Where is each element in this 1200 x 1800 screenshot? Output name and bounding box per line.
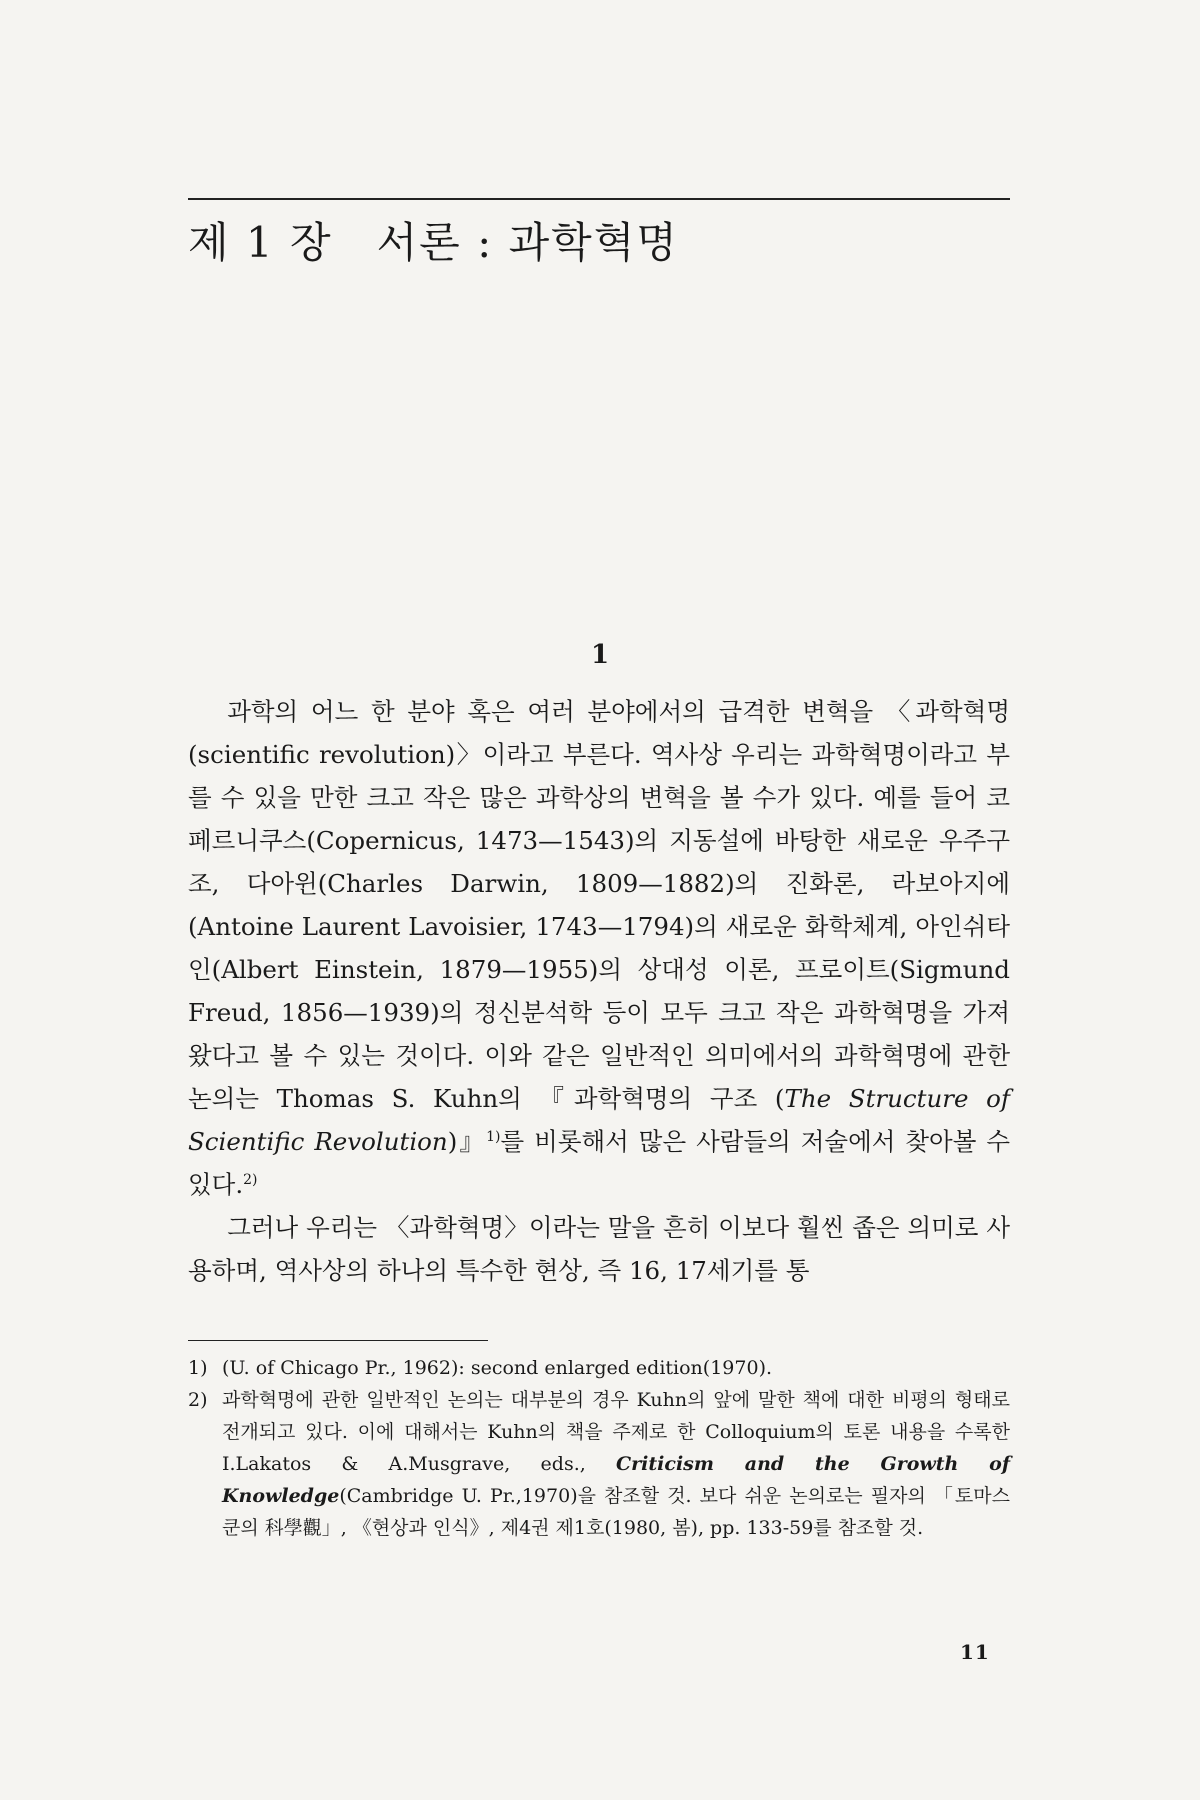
footnote-1-text: (U. of Chicago Pr., 1962): second enlarged edition(1970). bbox=[222, 1357, 773, 1379]
footnote-2 bbox=[188, 1384, 1010, 1544]
footnote-2-part1: 과학혁명에 관한 일반적인 논의는 대부분의 경우 Kuhn의 앞에 말한 책에 대한 비평의 형태로 전개되고 있다. 이에 대해서는 Kuhn의 책을 주제로 한 Colloquium의 토론 내용을 수록한 I.Lakatos & A.Musgrave, eds., bbox=[222, 1389, 1010, 1475]
book-title-structure: The Structure of Scientific Revolution bbox=[188, 1084, 1010, 1156]
footnote-2-number: 2) bbox=[188, 1389, 208, 1411]
paragraph-1-part1: 과학의 어느 한 분야 혹은 여러 분야에서의 급격한 변혁을 〈과학혁명(scientific revolution)〉이라고 부른다. 역사상 우리는 과학혁명이라고 부를 수 있을 만한 크고 작은 많은 과학상의 변혁을 볼 수가 있다. 예를 들어 코페르니쿠스(Copernicus, 1473—1543)의 지동설에 바탕한 새로운 우주구조, 다아윈(Charles Darwin, 1809—1882)의 진화론, 라보아지에(Antoine Laurent Lavoisier, 1743—1794)의 새로운 화학체계, 아인쉬타인(Albert Einstein, 1879—1955)의 상대성 이론, 프로이트(Sigmund Freud, 1856—1939)의 정신분석학 등이 모두 크고 작은 과학혁명을 가져왔다고 볼 수 있는 것이다. 이와 같은 일반적인 의미에서의 과학혁명에 관한 논의는 Thomas S. Kuhn의 『과학혁명의 구조 ( bbox=[188, 697, 1010, 1113]
page-number: 11 bbox=[960, 1640, 990, 1664]
body-text bbox=[188, 690, 1010, 1292]
footnote-ref-1: 1) bbox=[486, 1128, 501, 1145]
footnote-ref-2: 2) bbox=[243, 1171, 258, 1188]
book-title-criticism: Criticism and the Growth of Knowledge bbox=[222, 1453, 1010, 1507]
footnote-rule bbox=[188, 1340, 488, 1341]
footnotes bbox=[188, 1352, 1010, 1544]
paragraph-1 bbox=[188, 690, 1010, 1206]
footnote-1-number: 1) bbox=[188, 1357, 208, 1379]
paragraph-1-part2: )』 bbox=[447, 1127, 487, 1156]
paragraph-1-part3: 를 비롯해서 많은 사람들의 저술에서 찾아볼 수 있다. bbox=[188, 1127, 1011, 1199]
footnote-1 bbox=[188, 1352, 1010, 1384]
footnote-2-part2: (Cambridge U. Pr.,1970)을 참조할 것. 보다 쉬운 논의로는 필자의 「토마스 쿤의 科學觀」, 《현상과 인식》, 제4권 제1호(1980, 봄), pp. 133-59를 참조할 것. bbox=[222, 1485, 1010, 1539]
chapter-heading bbox=[188, 210, 679, 270]
paragraph-2: 그러나 우리는 〈과학혁명〉이라는 말을 흔히 이보다 훨씬 좁은 의미로 사용하며, 역사상의 하나의 특수한 현상, 즉 16, 17세기를 통 bbox=[188, 1213, 1010, 1285]
section-number: 1 bbox=[590, 640, 610, 670]
chapter-top-rule bbox=[188, 198, 1010, 200]
footnote-2-text bbox=[222, 1384, 1010, 1544]
chapter-label: 제 1 장 bbox=[188, 218, 333, 267]
chapter-title: 서론 : 과학혁명 bbox=[376, 218, 679, 267]
